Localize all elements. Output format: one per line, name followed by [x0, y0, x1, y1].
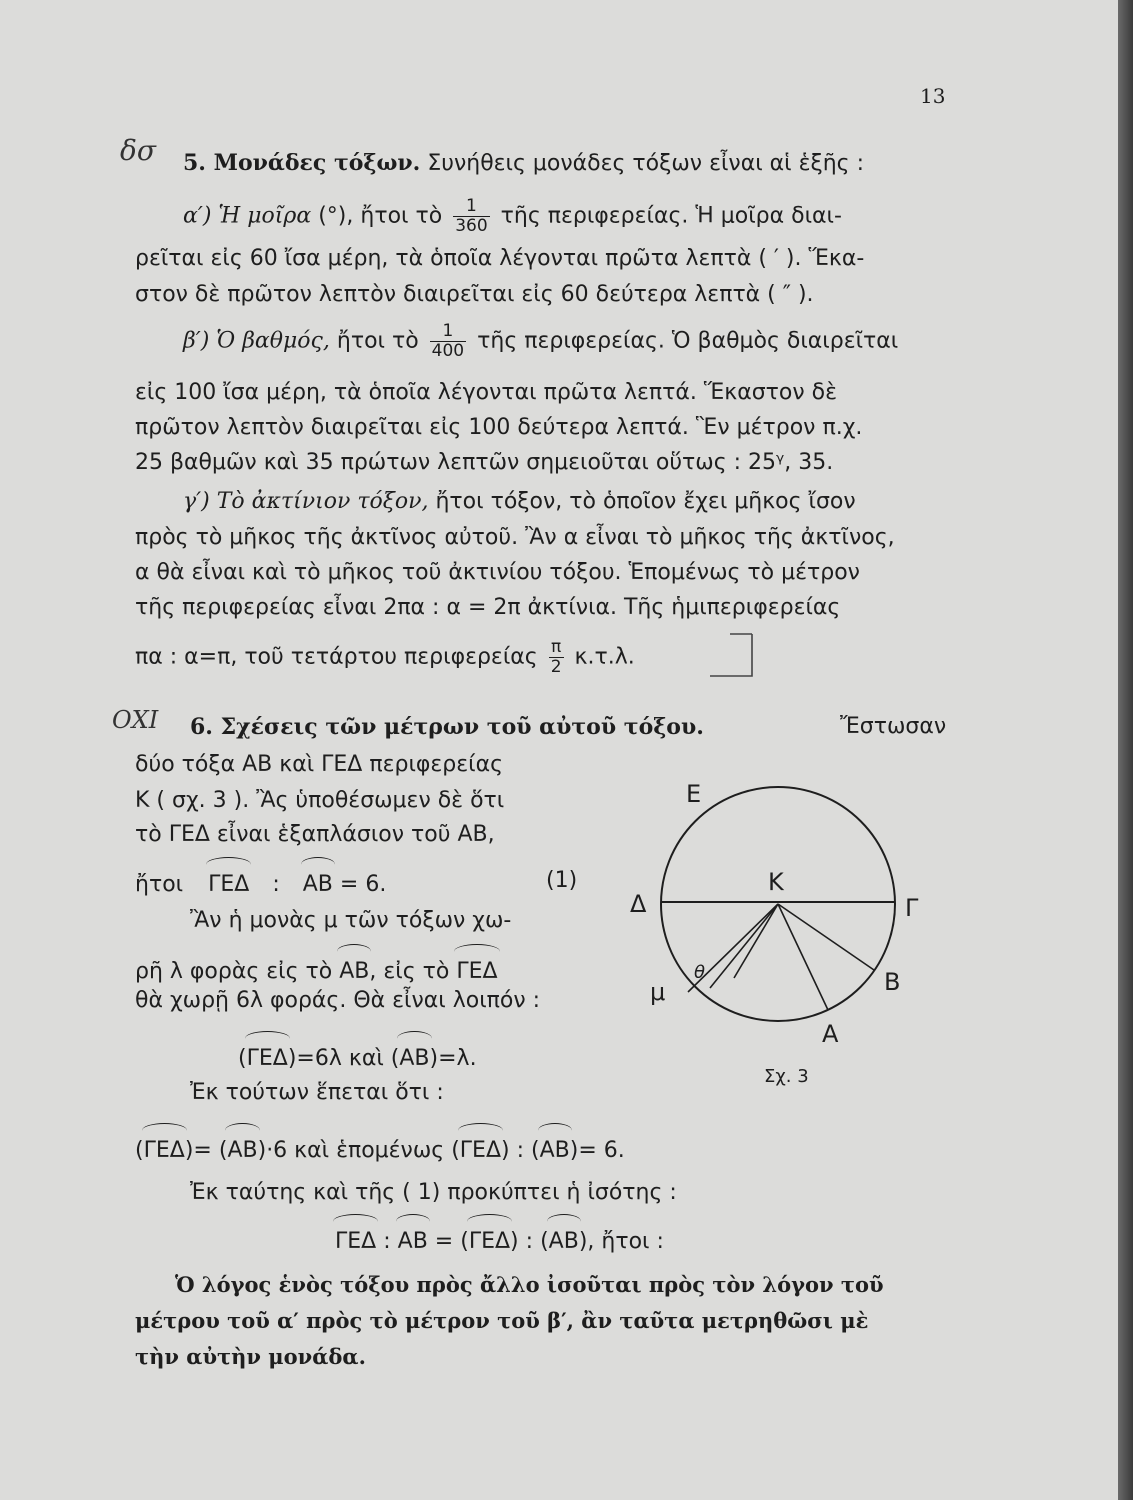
- text: (: [390, 1046, 400, 1071]
- b-pre: ἤτοι τὸ: [336, 328, 419, 354]
- text: =6λ καὶ: [296, 1046, 384, 1071]
- text-line: τὸ ΓΕΔ εἶναι ἑξαπλάσιον τοῦ ΑΒ,: [135, 822, 495, 847]
- arc-ab: ΑΒ: [339, 953, 369, 987]
- text: (: [238, 1046, 247, 1071]
- section6-title: 6. Σχέσεις τῶν μέτρων τοῦ αὐτοῦ τόξου.: [190, 714, 704, 740]
- text: :: [516, 1138, 525, 1163]
- arc-ged: ΓΕΔ: [456, 953, 497, 987]
- text: ): [578, 1229, 588, 1254]
- text: = 6.: [578, 1138, 625, 1163]
- text: :: [272, 872, 280, 897]
- arc-ged: ΓΕΔ: [144, 1132, 185, 1166]
- label-G: Γ: [905, 894, 919, 922]
- fraction-denominator: 2: [550, 657, 562, 677]
- conclusion-line: τὴν αὐτὴν μονάδα.: [135, 1344, 366, 1369]
- equation-line-2: [135, 953, 498, 987]
- label-D: Δ: [630, 890, 647, 918]
- section5-heading-line: [183, 148, 864, 179]
- conclusion-line: Ὁ λόγος ἑνὸς τόξου πρὸς ἄλλο ἰσοῦται πρὸς τὸν λόγον τοῦ: [175, 1272, 884, 1297]
- c-line5a: πα : α=π, τοῦ τετάρτου περιφερείας: [135, 644, 538, 670]
- fraction-numerator: π: [549, 638, 564, 658]
- section5-b-line: [183, 322, 898, 361]
- fraction-denominator: 360: [455, 216, 488, 236]
- section5-c-line: [183, 487, 856, 517]
- moira-label: α′) Ἡ μοῖρα: [183, 203, 312, 229]
- arc-ab: ΑΒ: [303, 866, 333, 900]
- arc-ab: ΑΒ: [549, 1223, 579, 1257]
- arc-ged: ΓΕΔ: [469, 1223, 510, 1257]
- text: ): [569, 1138, 579, 1163]
- text: :: [525, 1229, 534, 1254]
- text-line: ρεῖται εἰς 60 ἴσα μέρη, τὰ ὁποῖα λέγονται πρῶτα λεπτὰ ( ′ ). Ἕκα-: [135, 246, 865, 271]
- text: =λ.: [438, 1046, 477, 1071]
- text: ): [287, 1046, 297, 1071]
- text: (: [531, 1138, 540, 1163]
- equation-line-3: [238, 1040, 477, 1074]
- label-A: Α: [822, 1020, 839, 1048]
- text: ἤτοι: [135, 872, 184, 897]
- arc-ab: ΑΒ: [399, 1040, 429, 1074]
- text-line: στον δὲ πρῶτον λεπτὸν διαιρεῖται εἰς 60 δεύτερα λεπτὰ ( ″ ).: [135, 282, 814, 307]
- section5-intro: Συνήθεις μονάδες τόξων εἶναι αἱ ἑξῆς :: [427, 151, 864, 176]
- section5-c-last-line: [135, 638, 635, 677]
- text: = 6.: [339, 872, 387, 897]
- vathmos-label: β′) Ὁ βαθμός,: [183, 328, 330, 354]
- degree-symbol: (°),: [318, 203, 354, 229]
- label-E: Ε: [686, 780, 702, 808]
- text-line: 25 βαθμῶν καὶ 35 πρώτων λεπτῶν σημειοῦται οὕτως : 25ᵞ, 35.: [135, 450, 834, 475]
- aktinio-label: γ′) Τὸ ἀκτίνιον τόξον,: [183, 489, 429, 514]
- text: (: [218, 1138, 228, 1163]
- text-line: Ἐκ ταύτης καὶ τῆς ( 1) προκύπτει ἡ ἰσότης :: [190, 1180, 677, 1205]
- figure-3-circle: [600, 760, 940, 1100]
- text: ): [257, 1138, 267, 1163]
- text: =: [193, 1138, 212, 1163]
- a-pre: ἤτοι τὸ: [360, 203, 443, 229]
- fraction-numerator: 1: [430, 322, 466, 342]
- label-theta: θ: [694, 962, 706, 983]
- arc-ged: ΓΕΔ: [460, 1132, 501, 1166]
- text: , εἰς τὸ: [369, 959, 450, 984]
- text-line: τῆς περιφερείας εἶναι 2πα : α = 2π ἀκτίνια. Τῆς ἡμιπεριφερείας: [135, 595, 841, 620]
- pencil-bracket: [700, 628, 760, 683]
- fraction-1-360: [453, 197, 489, 236]
- text-line: Ἂν ἡ μονὰς μ τῶν τόξων χω-: [190, 908, 512, 933]
- radius-b: [778, 904, 874, 970]
- c-line5b: κ.τ.λ.: [574, 644, 635, 670]
- radius-a: [778, 904, 828, 1010]
- text-line: πρὸς τὸ μῆκος τῆς ἀκτῖνος αὐτοῦ. Ἂν α εἶναι τὸ μῆκος τῆς ἀκτῖνος,: [135, 525, 895, 550]
- text-line: α θὰ εἶναι καὶ τὸ μῆκος τοῦ ἀκτινίου τόξου. Ἑπομένως τὸ μέτρον: [135, 560, 860, 585]
- text: (: [135, 1138, 144, 1163]
- c-post: ἤτοι τόξον, τὸ ὁποῖον ἔχει μῆκος ἴσον: [435, 489, 856, 514]
- fraction-1-400: [430, 322, 466, 361]
- b-post: τῆς περιφερείας. Ὁ βαθμὸς διαιρεῖται: [477, 328, 899, 354]
- text-line: δύο τόξα ΑΒ καὶ ΓΕΔ περιφερείας: [135, 752, 504, 777]
- label-B: Β: [884, 968, 901, 996]
- a-post: τῆς περιφερείας. Ἡ μοῖρα διαι-: [500, 203, 842, 229]
- text: ): [501, 1138, 510, 1163]
- fraction-numerator: 1: [453, 197, 489, 217]
- text: ): [510, 1229, 519, 1254]
- text: =: [434, 1229, 454, 1254]
- text-line: Κ ( σχ. 3 ). Ἂς ὑποθέσωμεν δὲ ὅτι: [135, 788, 505, 813]
- arc-ab: ΑΒ: [540, 1132, 570, 1166]
- text: :: [383, 1229, 391, 1254]
- handwritten-mark: δσ: [120, 134, 156, 167]
- label-K: Κ: [768, 868, 784, 896]
- label-mu: μ: [650, 978, 666, 1006]
- page-edge-shadow: [1118, 0, 1133, 1500]
- handwritten-mark: ΟΧΙ: [112, 706, 159, 734]
- text-line: πρῶτον λεπτὸν διαιρεῖται εἰς 100 δεύτερα λεπτά. Ἓν μέτρον π.χ.: [135, 415, 863, 440]
- text: (: [460, 1229, 469, 1254]
- equation-line-1: [135, 866, 386, 900]
- section6-heading-line: [190, 712, 704, 743]
- text: (: [540, 1229, 549, 1254]
- page-number: 13: [920, 84, 946, 108]
- arc-ged: ΓΕΔ: [335, 1223, 376, 1257]
- text-line: θὰ χωρῇ 6λ φοράς. Θὰ εἶναι λοιπόν :: [135, 988, 541, 1013]
- equation-number: (1): [546, 868, 578, 893]
- arc-ged: ΓΕΔ: [247, 1040, 288, 1074]
- section6-intro: Ἔστωσαν: [840, 714, 947, 739]
- conclusion-line: μέτρου τοῦ α′ πρὸς τὸ μέτρον τοῦ β′, ἂν ταῦτα μετρηθῶσι μὲ: [135, 1308, 869, 1333]
- text: (: [451, 1138, 460, 1163]
- radius: [710, 904, 778, 988]
- equation-line-4: [135, 1132, 625, 1166]
- arc-ab: ΑΒ: [227, 1132, 257, 1166]
- equation-line-5: [335, 1223, 664, 1257]
- text: ρῆ λ φορὰς εἰς τὸ: [135, 959, 333, 984]
- text-line: Ἐκ τούτων ἕπεται ὅτι :: [190, 1080, 444, 1105]
- fraction-denominator: 400: [431, 341, 465, 361]
- text-line: εἰς 100 ἴσα μέρη, τὰ ὁποῖα λέγονται πρῶτα λεπτά. Ἕκαστον δὲ: [135, 380, 838, 405]
- fraction-pi-2: [549, 638, 564, 677]
- figure-caption: Σχ. 3: [764, 1066, 809, 1087]
- text: ·6 καὶ ἑπομένως: [266, 1138, 445, 1163]
- section5-a-line: [183, 197, 842, 236]
- section5-title: 5. Μονάδες τόξων.: [183, 150, 421, 176]
- arc-ged: ΓΕΔ: [208, 866, 249, 900]
- text: ): [184, 1138, 194, 1163]
- arc-ab: ΑΒ: [398, 1223, 428, 1257]
- text: , ἤτοι :: [587, 1229, 664, 1254]
- text: ): [429, 1046, 439, 1071]
